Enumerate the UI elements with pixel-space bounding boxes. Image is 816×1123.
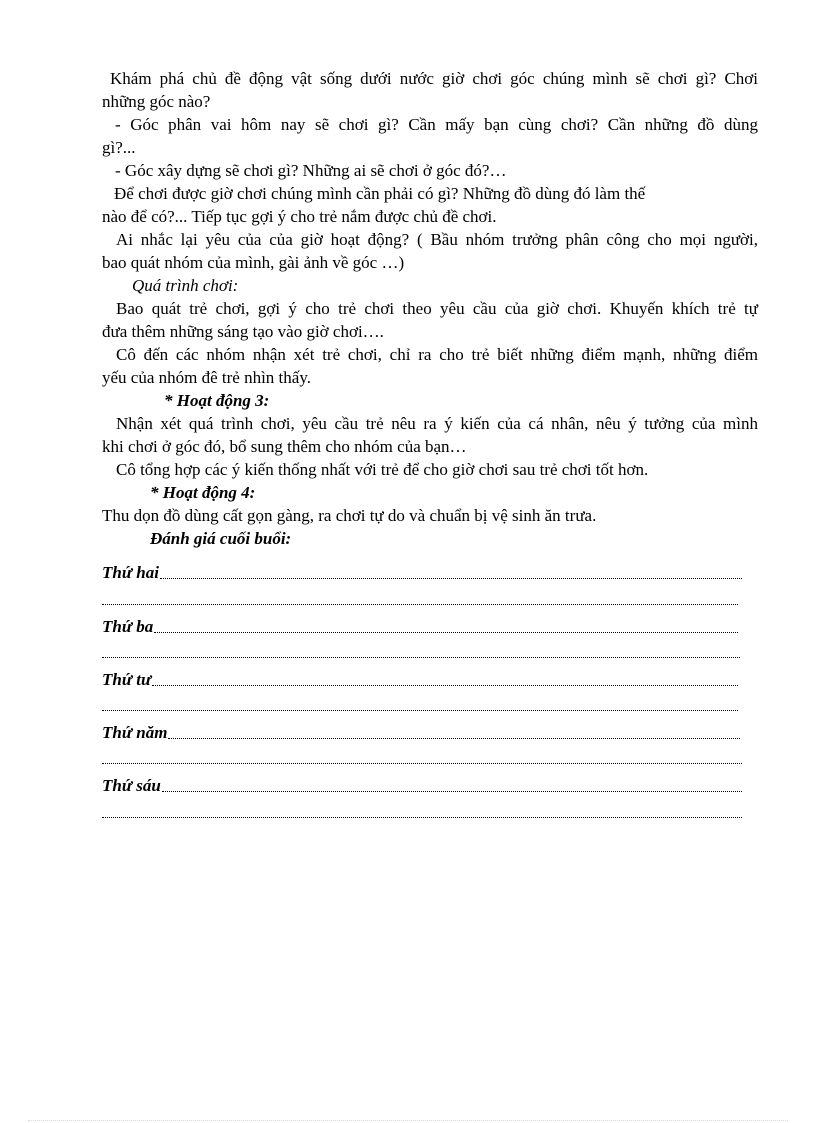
evaluation-row-tuesday [102,616,738,638]
evaluation-row-thursday [102,722,740,744]
paragraph-line: Cô tổng hợp các ý kiến thống nhất với trẻ để cho giờ chơi sau trẻ chơi tốt hơn. [116,460,649,479]
dotted-fill-line [160,578,742,579]
paragraph-line: Nhận xét quá trình chơi, yêu cầu trẻ nêu ra ý kiến của cá nhân, nêu ý tưởng của mình [116,414,758,433]
dotted-fill-line [162,791,742,792]
dotted-fill-line [168,738,740,739]
paragraph-line: Bao quát trẻ chơi, gợi ý cho trẻ chơi theo yêu cầu của giờ chơi. Khuyến khích trẻ tự [116,299,758,318]
day-label: Thứ hai [102,563,159,582]
paragraph-line: Để chơi được giờ chơi chúng mình cần phải có gì? Những đồ dùng đó làm thế [114,184,646,203]
paragraph-line: nào để có?... Tiếp tục gợi ý cho trẻ nắm được chủ đề chơi. [102,207,497,226]
day-label: Thứ ba [102,617,154,636]
dotted-fill-line [152,685,738,686]
dotted-fill-line [154,632,738,633]
dotted-line [102,817,742,818]
page-bottom-border [28,1120,788,1121]
dotted-line [102,710,738,711]
evaluation-heading: Đánh giá cuối buổi: [150,529,292,548]
paragraph-line: - Góc xây dựng sẽ chơi gì? Những ai sẽ chơi ở góc đó?… [115,161,507,180]
evaluation-row-monday [102,562,742,584]
paragraph-line: những góc nào? [102,92,211,111]
paragraph-line: đưa thêm những sáng tạo vào giờ chơi…. [102,322,384,341]
activity-3-heading: * Hoạt động 3: [164,391,270,410]
day-label: Thứ năm [102,723,168,742]
paragraph-line: khi chơi ở góc đó, bổ sung thêm cho nhóm của bạn… [102,437,467,456]
paragraph-line: gì?... [102,138,136,157]
paragraph-line: Khám phá chủ đề động vật sống dưới nước giờ chơi góc chúng mình sẽ chơi gì? Chơi [110,69,758,88]
paragraph-line: Ai nhắc lại yêu của của giờ hoạt động? ( Bầu nhóm trưởng phân công cho mọi người, [116,230,758,249]
evaluation-row-wednesday [102,669,738,691]
process-heading: Quá trình chơi: [132,276,239,295]
paragraph-line: yếu của nhóm đê trẻ nhìn thấy. [102,368,311,387]
dotted-line [102,763,742,764]
day-label: Thứ sáu [102,776,161,795]
day-label: Thứ tư [102,670,152,689]
activity-4-heading: * Hoạt động 4: [150,483,256,502]
dotted-line [102,657,740,658]
paragraph-line: Cô đến các nhóm nhận xét trẻ chơi, chỉ ra cho trẻ biết những điểm mạnh, những điểm [116,345,758,364]
evaluation-row-friday [102,775,742,797]
paragraph-line: bao quát nhóm của mình, gài ảnh về góc …) [102,253,405,272]
paragraph-line: - Góc phân vai hôm nay sẽ chơi gì? Cần mấy bạn cùng chơi? Cần những đồ dùng [115,115,758,134]
dotted-line [102,604,738,605]
paragraph-line: Thu dọn đồ dùng cất gọn gàng, ra chơi tự do và chuẩn bị vệ sinh ăn trưa. [102,506,597,525]
